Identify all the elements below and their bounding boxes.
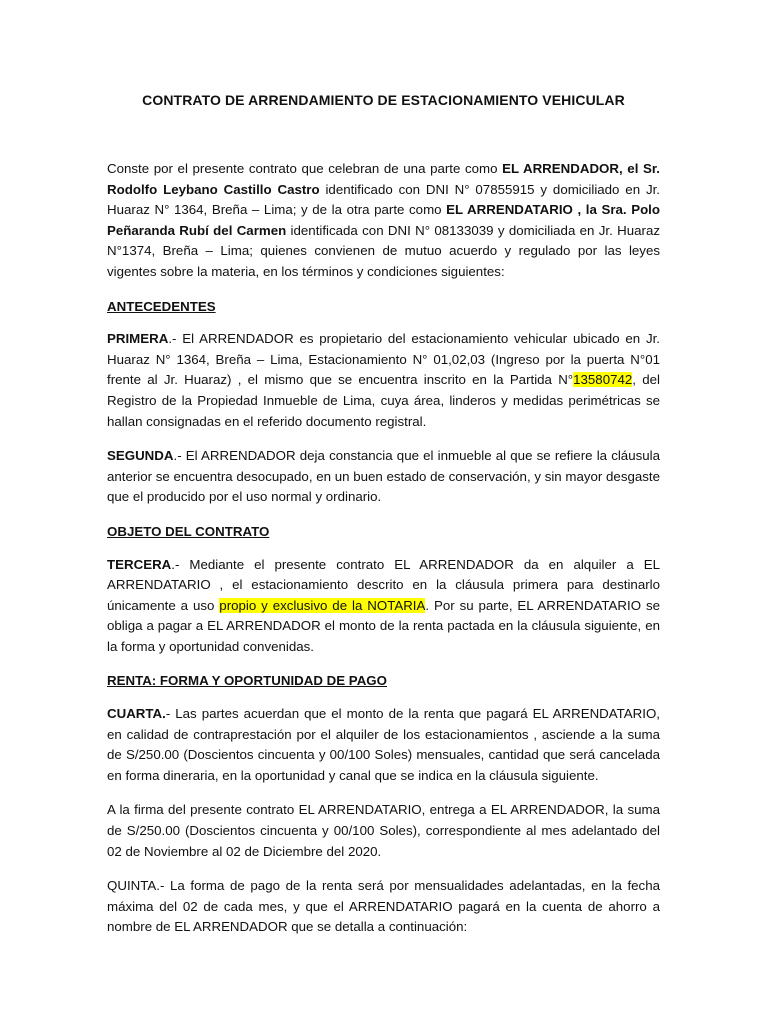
uso-highlight: propio y exclusivo de la NOTARIA	[219, 597, 426, 613]
clause-quinta: QUINTA.- La forma de pago de la renta será por mensualidades adelantadas, en la fecha máxima del 02 de cada mes, y que el ARRENDATARIO pagará en la cuenta de ahorro a nombre de EL ARRENDADOR que se detalla a continuación:	[107, 878, 660, 935]
segunda-text: .- El ARRENDADOR deja constancia que el inmueble al que se refiere la cláusula anterior se encuentra desocupado, en un buen estado de conservación, y sin mayor desgaste que el producido por el uso normal y ordinario.	[107, 448, 660, 505]
partida-number-highlight: 13580742	[573, 372, 633, 388]
intro-text-3: identificada con DNI N° 08133039 y domiciliada en Jr. Huaraz N°1374, Breña – Lima; quienes convienen de mutuo acuerdo y regulado por las leyes vigentes sobre la materia, en los términos y condiciones siguientes:	[107, 222, 660, 279]
intro-text-1: Conste por el presente contrato que celebran de una parte como	[107, 161, 503, 176]
arrendador-name: EL ARRENDADOR, el Sr. Rodolfo Leybano Castillo Castro	[107, 161, 660, 197]
section-heading-renta: RENTA: FORMA Y OPORTUNIDAD DE PAGO	[107, 673, 387, 689]
clause-label-primera: PRIMERA	[107, 331, 169, 347]
arrendatario-name: EL ARRENDATARIO , la Sra. Polo Peñaranda Rubí del Carmen	[107, 202, 661, 238]
document-title: CONTRATO DE ARRENDAMIENTO DE ESTACIONAMIENTO VEHICULAR	[142, 92, 625, 108]
cuarta-text: - Las partes acuerdan que el monto de la renta que pagará EL ARRENDATARIO, en calidad de contraprestación por el alquiler de los estacionamientos , asciende a la suma de S/250.00 (Doscientos cincuenta y 00/100 Soles) mensuales, cantidad que será cancelada en forma dineraria, en la oportunidad y canal que se indica en la cláusula siguiente.	[107, 706, 660, 783]
clause-label-cuarta: CUARTA.	[107, 706, 166, 722]
clause-label-tercera: TERCERA	[107, 556, 172, 572]
tercera-text-1: .- Mediante el presente contrato EL ARRENDADOR da en alquiler a EL ARRENDATARIO , el estacionamiento descrito en la cláusula primera para destinarlo únicamente a uso	[107, 556, 660, 613]
section-heading-antecedentes: ANTECEDENTES	[107, 298, 216, 314]
section-heading-objeto: OBJETO DEL CONTRATO	[107, 523, 270, 539]
tercera-text-2: . Por su parte, EL ARRENDATARIO se obliga a pagar a EL ARRENDADOR el monto de la renta pactada en la cláusula siguiente, en la forma y oportunidad convenidas.	[107, 597, 660, 654]
document-body	[107, 159, 660, 952]
clause-label-segunda: SEGUNDA	[107, 448, 174, 464]
primera-text-2: , del Registro de la Propiedad Inmueble de Lima, cuya área, linderos y medidas perimétricas se hallan consignadas en el referido documento registral.	[107, 372, 660, 429]
intro-paragraph	[107, 159, 660, 283]
primera-text-1: .- El ARRENDADOR es propietario del estacionamiento vehicular ubicado en Jr. Huaraz N° 1364, Breña – Lima, Estacionamiento N° 01,02,03 (Ingreso por la puerta N°01 frente al Jr. Huaraz) , el mismo que se encuentra inscrito en la Partida N°	[107, 331, 660, 388]
intro-text-2: identificado con DNI N° 07855915 y domiciliado en Jr. Huaraz N° 1364, Breña – Lima; y de la otra parte como	[107, 181, 660, 218]
clause-segunda	[107, 446, 660, 508]
clause-primera	[107, 329, 660, 432]
clause-tercera	[107, 555, 660, 658]
paragraph-firma: A la firma del presente contrato EL ARRENDATARIO, entrega a EL ARRENDADOR, la suma de S/250.00 (Doscientos cincuenta y 00/100 Soles), correspondiente al mes adelantado del 02 de Noviembre al 02 de Diciembre del 2020.	[107, 802, 660, 859]
clause-cuarta	[107, 704, 660, 786]
